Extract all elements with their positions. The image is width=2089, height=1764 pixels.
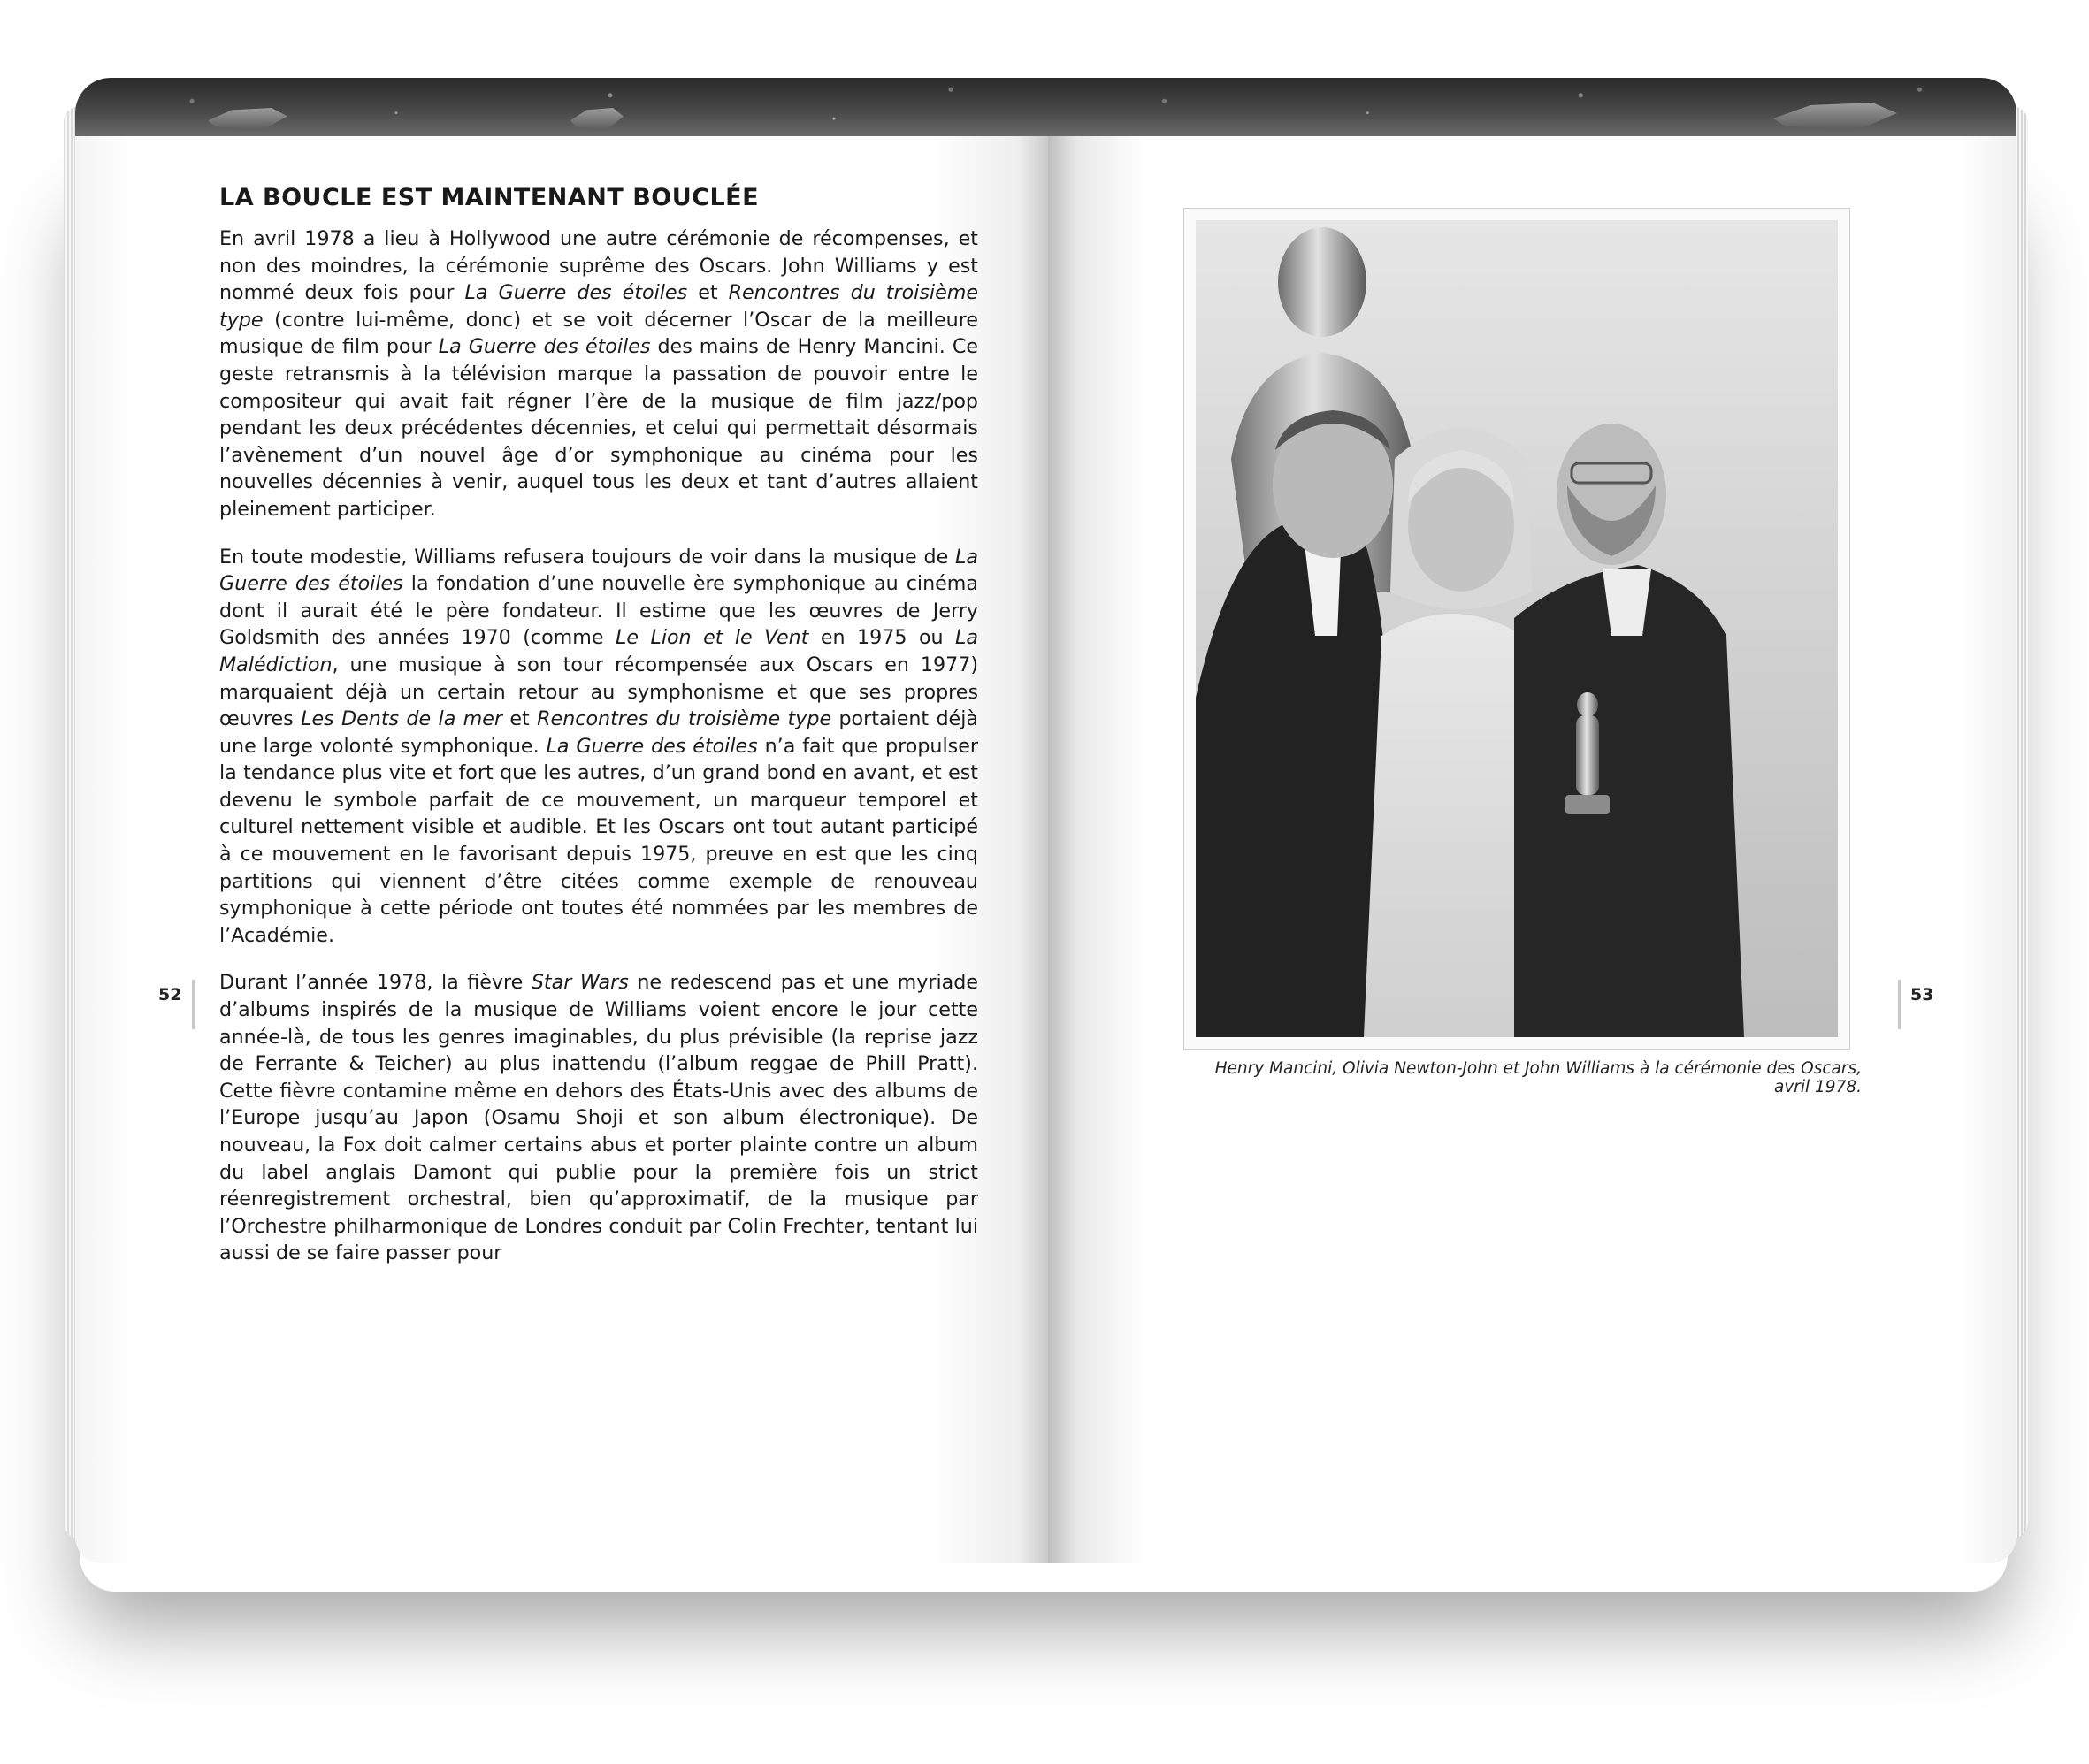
text-run: En avril 1978 a lieu à Hollywood une autre cérémonie de récompenses, et non des moindres, la cérémonie suprême des Oscars. John Williams y est nommé deux fois pour bbox=[219, 227, 978, 305]
statue-head bbox=[1278, 227, 1366, 337]
italic-title: Le Lion et le Vent bbox=[616, 626, 809, 650]
photo-illustration bbox=[1196, 220, 1838, 1037]
paragraph bbox=[219, 225, 978, 523]
section-heading: LA BOUCLE EST MAINTENANT BOUCLÉE bbox=[219, 184, 760, 211]
starship-silhouette bbox=[570, 108, 624, 129]
italic-title: Rencontres du troisième type bbox=[537, 707, 832, 731]
italic-title: La Guerre des étoiles bbox=[438, 335, 651, 359]
text-run: En toute modestie, Williams refusera toujours de voir dans la musique de bbox=[219, 545, 956, 569]
space-header-band bbox=[1048, 78, 2016, 136]
page-number-right: 53 bbox=[1910, 985, 1934, 1004]
oscars-photo bbox=[1196, 220, 1838, 1037]
starship-silhouette bbox=[1773, 103, 1897, 129]
photo-frame bbox=[1184, 209, 1849, 1049]
starship-silhouette bbox=[208, 108, 287, 129]
left-text-column bbox=[219, 184, 978, 1267]
left-page bbox=[75, 78, 1048, 1563]
page-number-rule bbox=[1898, 980, 1901, 1029]
italic-title: La Malédiction bbox=[219, 626, 978, 676]
photo-caption: Henry Mancini, Olivia Newton-John et John Williams à la cérémonie des Oscars, avril 1978. bbox=[1214, 1059, 1862, 1096]
italic-title: La Guerre des étoiles bbox=[219, 545, 978, 596]
page-number-rule bbox=[192, 980, 195, 1029]
text-run: , une musique à son tour récompensée aux Oscars en 1977) marquaient déjà un certain retour au symphonisme et que ses propres œuvres bbox=[219, 653, 978, 731]
text-run: en 1975 ou bbox=[808, 626, 956, 650]
italic-title: Les Dents de la mer bbox=[301, 707, 503, 731]
italic-title: Rencontres du troisième type bbox=[219, 281, 978, 332]
text-run: Durant l’année 1978, la fièvre bbox=[219, 971, 532, 995]
paragraph bbox=[219, 969, 978, 1267]
paragraph bbox=[219, 544, 978, 950]
right-page bbox=[1048, 78, 2016, 1563]
text-run: n’a fait que propulser la tendance plus vite et fort que les autres, d’un grand bond en avant, et est devenu le symbole parfait de ce mouvement, un marqueur temporel et culturel nettement visible et audible. Et les Oscars ont tout autant participé à ce mouvement en le favorisant depuis 1975, preuve en est que les cinq partitions qui viennent d’être citées comme exemple de renouveau symphonique à cette période ont toutes été nommées par les membres de l’Académie. bbox=[219, 734, 978, 947]
text-run: la fondation d’une nouvelle ère symphonique au cinéma dont il aurait été le père fondateur. Il estime que les œuvres de Jerry Goldsmith des années 1970 (comme bbox=[219, 572, 979, 650]
space-header-band bbox=[75, 78, 1048, 136]
text-run: et bbox=[502, 707, 538, 731]
text-run: ne redescend pas et une myriade d’albums inspirés de la musique de Williams voient encore le jour cette année-là, de tous les genres imaginables, du plus prévisible (la reprise jazz de Ferrante & Teicher) au plus inattendu (l’album reggae de Phill Pratt). Cette fièvre contamine même en dehors des États-Unis avec des albums de l’Europe jusqu’au Japon (Osamu Shoji et son album électronique). De nouveau, la Fox doit calmer certains abus et porter plainte contre un album du label anglais Damont qui publie pour la première fois un strict réenregistrement orchestral, bien qu’approximatif, de la musique par l’Orchestre philharmonique de Londres conduit par Colin Frechter, tentant lui aussi de se faire passer pour bbox=[219, 971, 978, 1265]
italic-title: La Guerre des étoiles bbox=[464, 281, 688, 305]
text-run: et bbox=[687, 281, 729, 305]
page-number-left: 52 bbox=[158, 985, 182, 1004]
italic-title: La Guerre des étoiles bbox=[546, 734, 758, 758]
italic-title: Star Wars bbox=[531, 971, 629, 995]
text-run: portaient déjà une large volonté symphonique. bbox=[219, 707, 978, 758]
text-run: des mains de Henry Mancini. Ce geste retransmis à la télévision marque la passation de pouvoir entre le compositeur qui avait fait régner l’ère de la musique de film jazz/pop pendant les deux précédentes décennies, et celui qui permettait désormais l’avènement d’un nouvel âge d’or symphonique au cinéma pour les nouvelles décennies à venir, auquel tous les deux et tant d’autres allaient pleinement participer. bbox=[219, 335, 978, 521]
text-run: (contre lui-même, donc) et se voit décerner l’Oscar de la meilleure musique de film pour bbox=[219, 308, 978, 359]
